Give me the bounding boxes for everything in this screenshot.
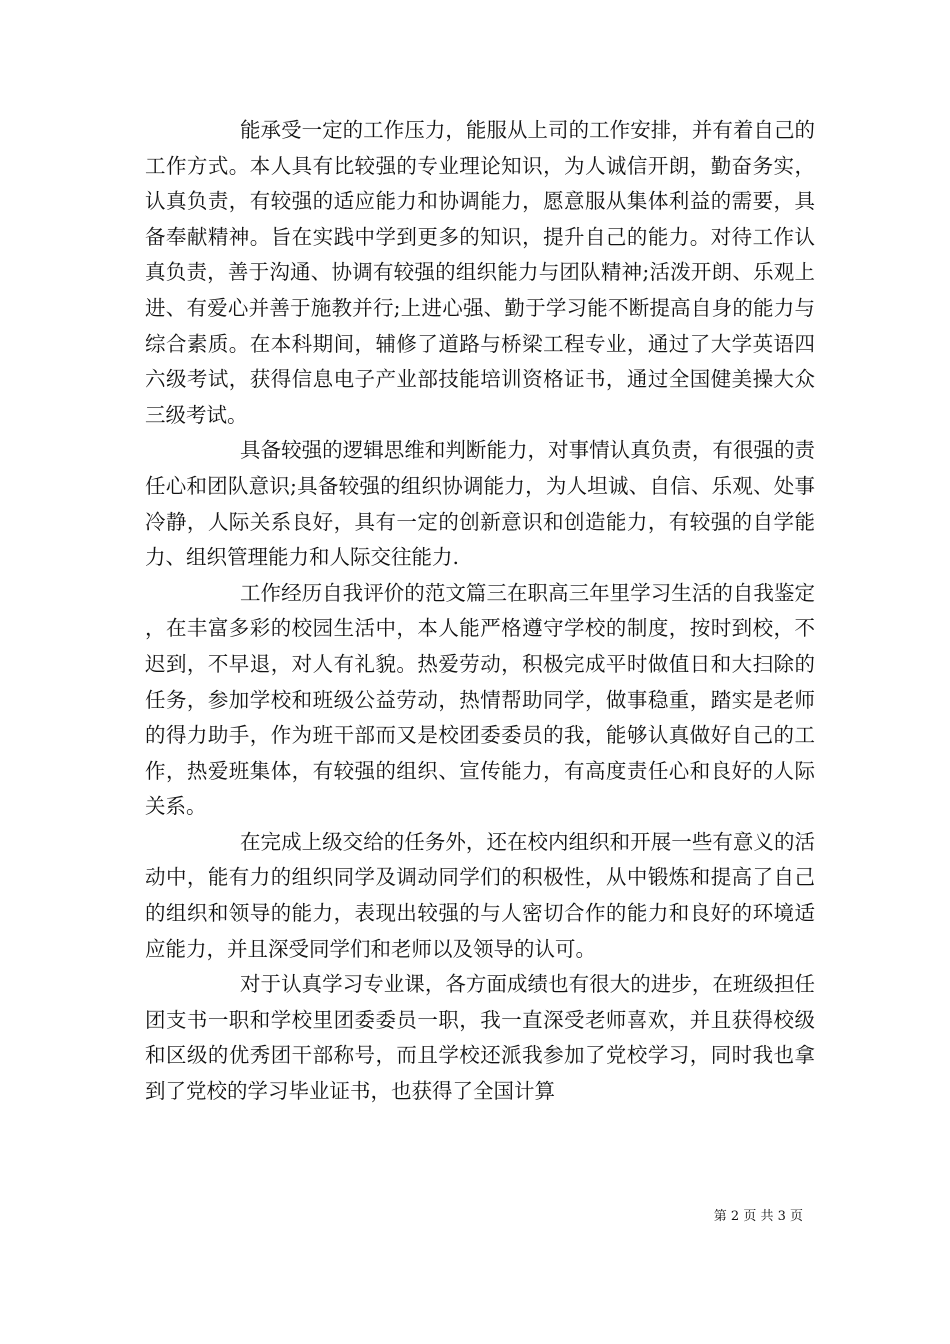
paragraph-5: 对于认真学习专业课，各方面成绩也有很大的进步，在班级担任团支书一职和学校里团委委员一职，我一直深受老师喜欢，并且获得校级和区级的优秀团干部称号，而且学校还派我参加了党校学习，同时我也拿到了党校的学习毕业证书，也获得了全国计算 [145,972,815,1104]
document-body [145,113,815,1110]
paragraph-4: 在完成上级交给的任务外，还在校内组织和开展一些有意义的活动中，能有力的组织同学及调动同学们的积极性，从中锻炼和提高了自己的组织和领导的能力，表现出较强的与人密切合作的能力和良好的环境适应能力，并且深受同学们和老师以及领导的认可。 [145,829,815,961]
page-number-footer: 第 2 页 共 3 页 [713,1209,803,1224]
paragraph-1: 能承受一定的工作压力，能服从上司的工作安排，并有着自己的工作方式。本人具有比较强的专业理论知识，为人诚信开朗，勤奋务实，认真负责，有较强的适应能力和协调能力，愿意服从集体利益的需要，具备奉献精神。旨在实践中学到更多的知识，提升自己的能力。对待工作认真负责，善于沟通、协调有较强的组织能力与团队精神;活泼开朗、乐观上进、有爱心并善于施教并行;上进心强、勤于学习能不断提高自身的能力与综合素质。在本科期间，辅修了道路与桥梁工程专业，通过了大学英语四六级考试，获得信息电子产业部技能培训资格证书，通过全国健美操大众三级考试。 [145,118,815,427]
paragraph-2: 具备较强的逻辑思维和判断能力，对事情认真负责，有很强的责任心和团队意识;具备较强的组织协调能力，为人坦诚、自信、乐观、处事冷静，人际关系良好，具有一定的创新意识和创造能力，有较强的自学能力、组织管理能力和人际交往能力. [145,438,815,570]
paragraph-3: 工作经历自我评价的范文篇三在职高三年里学习生活的自我鉴定，在丰富多彩的校园生活中，本人能严格遵守学校的制度，按时到校，不迟到，不早退，对人有礼貌。热爱劳动，积极完成平时做值日和大扫除的任务，参加学校和班级公益劳动，热情帮助同学，做事稳重，踏实是老师的得力助手，作为班干部而又是校团委委员的我，能够认真做好自己的工作，热爱班集体，有较强的组织、宣传能力，有高度责任心和良好的人际关系。 [145,580,815,819]
